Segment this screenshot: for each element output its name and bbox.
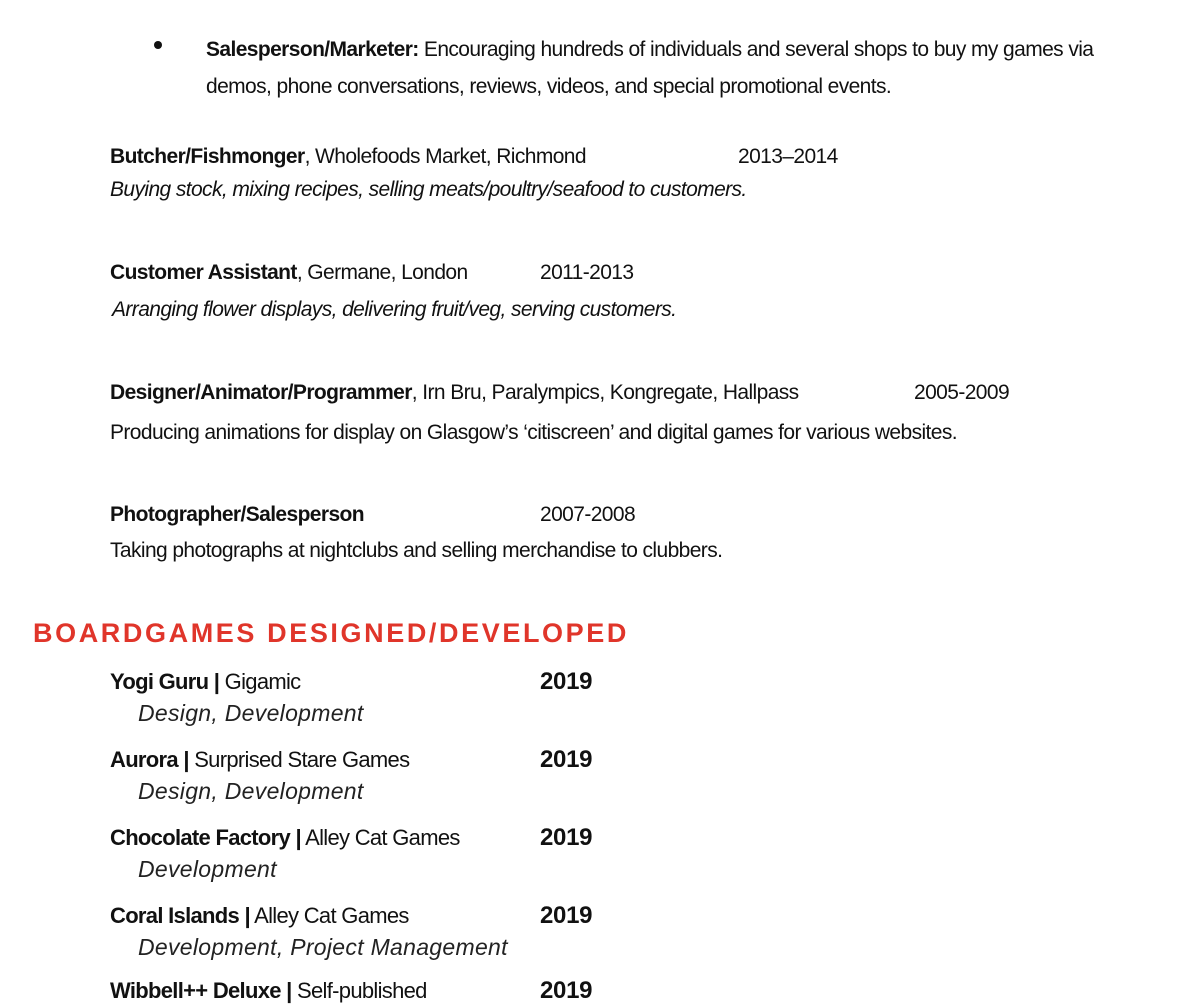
game-publisher: Surprised Stare Games: [188, 747, 410, 772]
job-description: Taking photographs at nightclubs and selling merchandise to clubbers.: [110, 539, 723, 562]
game-title: Wibbell++ Deluxe |: [110, 978, 292, 1003]
job-description: Buying stock, mixing recipes, selling meats/poultry/seafood to customers.: [110, 178, 747, 201]
game-publisher: Gigamic: [219, 669, 301, 694]
game-year: 2019: [540, 902, 593, 929]
job-heading: [110, 502, 364, 528]
bullet-line-2: demos, phone conversations, reviews, videos, and special promotional events.: [206, 75, 892, 98]
bullet-icon: [154, 41, 162, 49]
job-years: 2005-2009: [914, 381, 1010, 404]
job-description: Producing animations for display on Glasgow’s ‘citiscreen’ and digital games for various websites.: [110, 421, 957, 444]
bullet-text-1: Encouraging hundreds of individuals and several shops to buy my games via: [418, 38, 1094, 61]
game-role: Design, Development: [138, 778, 364, 804]
job-place: , Germane, London: [296, 261, 468, 284]
game-role: Development, Project Management: [138, 934, 508, 960]
game-year: 2019: [540, 746, 593, 773]
job-place: , Irn Bru, Paralympics, Kongregate, Hallpass: [411, 381, 799, 404]
game-title: Aurora |: [110, 747, 189, 772]
job-heading: [110, 380, 799, 406]
job-years: 2011-2013: [540, 261, 634, 284]
game-title: Coral Islands |: [110, 903, 250, 928]
game-title: Yogi Guru |: [110, 669, 220, 694]
game-publisher: Alley Cat Games: [249, 903, 409, 928]
game-year: 2019: [540, 977, 593, 1004]
game-role: Design, Development: [138, 700, 364, 726]
game-heading: [110, 902, 409, 930]
job-heading: [110, 260, 468, 286]
game-heading: [110, 746, 409, 774]
job-title: Butcher/Fishmonger: [110, 145, 305, 168]
game-title: Chocolate Factory |: [110, 825, 301, 850]
job-place: , Wholefoods Market, Richmond: [304, 145, 586, 168]
game-publisher: Self-published: [291, 978, 427, 1003]
job-title: Photographer/Salesperson: [110, 503, 364, 526]
job-title: Designer/Animator/Programmer: [110, 381, 412, 404]
job-description: Arranging flower displays, delivering fruit/veg, serving customers.: [112, 298, 677, 321]
job-years: 2013–2014: [738, 145, 838, 168]
game-role: Development: [138, 856, 277, 882]
game-heading: [110, 977, 427, 1005]
section-heading-boardgames: BOARDGAMES DESIGNED/DEVELOPED: [33, 618, 629, 648]
bullet-label: Salesperson/Marketer:: [206, 38, 419, 61]
bullet-line-1: [206, 37, 1093, 63]
game-publisher: Alley Cat Games: [300, 825, 460, 850]
game-heading: [110, 824, 460, 852]
game-year: 2019: [540, 668, 593, 695]
job-title: Customer Assistant: [110, 261, 297, 284]
game-heading: [110, 668, 300, 696]
job-heading: [110, 144, 586, 170]
job-years: 2007-2008: [540, 503, 636, 526]
game-year: 2019: [540, 824, 593, 851]
